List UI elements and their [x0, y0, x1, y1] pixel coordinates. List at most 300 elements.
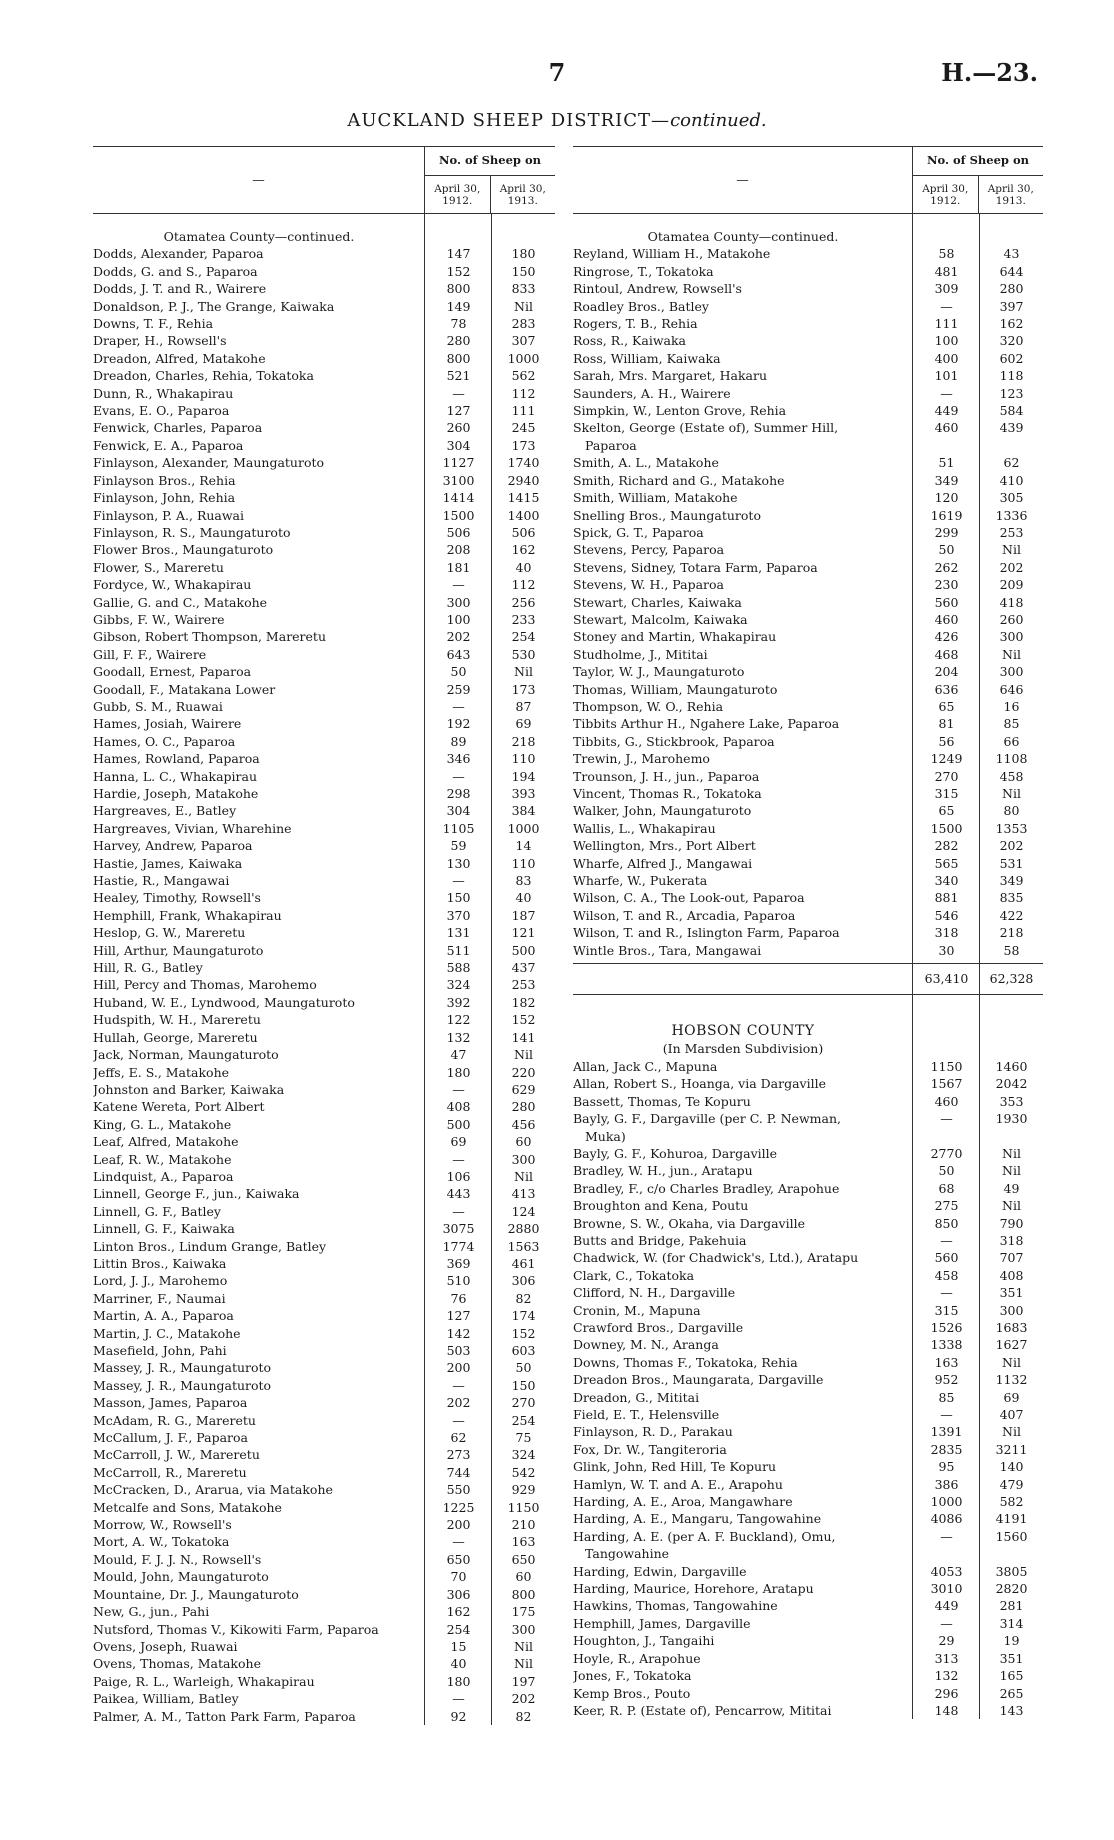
table-row: [93, 332, 555, 349]
owner-name: Hill, Arthur, Maungaturoto: [93, 942, 264, 958]
sheep-1913: 629: [511, 1081, 536, 1097]
owner-name: Gubb, S. M., Ruawai: [93, 698, 223, 714]
sheep-1912: 369: [446, 1255, 471, 1271]
owner-name: Lord, J. J., Marohemo: [93, 1273, 228, 1289]
sheep-1912: 131: [446, 925, 471, 941]
table-row: [573, 1128, 1043, 1145]
sheep-1913: 351: [999, 1285, 1024, 1301]
table-row: [573, 489, 1043, 506]
owner-name: Finlayson Bros., Rehia: [93, 472, 236, 488]
table-row: [93, 1238, 555, 1255]
sheep-1913: 111: [511, 403, 536, 419]
section-title: Otamatea County—continued.: [647, 229, 839, 244]
owner-name: Rintoul, Andrew, Rowsell's: [573, 281, 742, 297]
sheep-1912: 85: [938, 1389, 955, 1405]
owner-name: Marriner, F., Naumai: [93, 1290, 226, 1306]
sheep-1912: 800: [446, 281, 471, 297]
sheep-1913: Nil: [1002, 1354, 1021, 1370]
sheep-1913: 173: [511, 681, 536, 697]
sheep-1913: 253: [511, 977, 536, 993]
sheep-1913: 397: [999, 298, 1024, 314]
sheep-1913: 82: [515, 1708, 532, 1724]
table-row: [93, 802, 555, 819]
sheep-1913: 602: [999, 350, 1024, 366]
sheep-1913: 306: [511, 1273, 536, 1289]
sheep-1912: 65: [938, 803, 955, 819]
owner-name: Hargreaves, Vivian, Wharehine: [93, 820, 292, 836]
table-row: [93, 594, 555, 611]
sheep-1913: 175: [511, 1604, 536, 1620]
sheep-1913: 439: [999, 420, 1024, 436]
owner-name: Bradley, F., c/o Charles Bradley, Arapohue: [573, 1180, 840, 1196]
sheep-1913: 165: [999, 1668, 1024, 1684]
owner-name: Clifford, N. H., Dargaville: [573, 1285, 736, 1301]
table-row: [93, 1621, 555, 1638]
owner-name: Fenwick, Charles, Paparoa: [93, 420, 263, 436]
table-row: [573, 350, 1043, 367]
sheep-1912: 15: [450, 1638, 467, 1654]
owner-name: Nutsford, Thomas V., Kikowiti Farm, Paparoa: [93, 1621, 379, 1637]
sheep-1913: 121: [511, 925, 536, 941]
sheep-1913: 150: [511, 263, 536, 279]
sheep-1912: [913, 1545, 980, 1562]
sheep-1912: 340: [934, 873, 959, 889]
section-title: Otamatea County—continued.: [163, 229, 355, 244]
owner-name: Stevens, Sidney, Totara Farm, Paparoa: [573, 559, 818, 575]
sheep-1912: 51: [938, 455, 955, 471]
sheep-1913: 300: [999, 1302, 1024, 1318]
sheep-1912: 370: [446, 907, 471, 923]
sheep-1912: 180: [446, 1064, 471, 1080]
sheep-1913: Nil: [1002, 542, 1021, 558]
sheep-1913: 85: [1003, 716, 1020, 732]
sheep-1912: 460: [934, 420, 959, 436]
sheep-1913: 194: [511, 768, 536, 784]
sheep-1912: 192: [446, 716, 471, 732]
owner-name: Hawkins, Thomas, Tangowahine: [573, 1598, 778, 1614]
sheep-1913: 270: [511, 1395, 536, 1411]
sheep-1913: 318: [999, 1232, 1024, 1248]
table-row: [93, 1307, 555, 1324]
sheep-1912: —: [940, 1528, 953, 1544]
sheep-1912: [913, 437, 980, 454]
sheep-1913: 1132: [995, 1372, 1028, 1388]
table-row: [573, 663, 1043, 680]
owner-name: Hames, O. C., Paparoa: [93, 733, 236, 749]
sheep-1913: 1108: [995, 751, 1028, 767]
sheep-1912: 309: [934, 281, 959, 297]
owner-name: Massey, J. R., Maungaturoto: [93, 1377, 272, 1393]
owner-name: Linnell, George F., jun., Kaiwaka: [93, 1186, 300, 1202]
table-row: [573, 646, 1043, 663]
table-row: [573, 541, 1043, 558]
sheep-1912: 273: [446, 1447, 471, 1463]
table-row: [573, 1685, 1043, 1702]
sheep-1912: 50: [938, 1163, 955, 1179]
sheep-1913: Nil: [1002, 1145, 1021, 1161]
owner-name: Hargreaves, E., Batley: [93, 803, 237, 819]
sheep-1913: 62: [1003, 455, 1020, 471]
sheep-1913: 254: [511, 629, 536, 645]
table-row: [93, 1708, 555, 1725]
owner-name: Ovens, Joseph, Ruawai: [93, 1638, 238, 1654]
page-number: 7: [548, 58, 566, 87]
table-body: [93, 214, 555, 1725]
sheep-1913: 562: [511, 368, 536, 384]
sheep-1912: 208: [446, 542, 471, 558]
owner-name: Wilson, T. and R., Islington Farm, Paparoa: [573, 925, 840, 941]
table-row: [93, 1046, 555, 1063]
owner-name: Fox, Dr. W., Tangiteroria: [573, 1441, 727, 1457]
owner-name: Jones, F., Tokatoka: [573, 1668, 692, 1684]
district-title-continued: continued.: [670, 110, 767, 131]
sheep-1913: 182: [511, 994, 536, 1010]
sheep-1913: 1415: [507, 490, 540, 506]
table-row: [573, 1597, 1043, 1614]
owner-name: Studholme, J., Mititai: [573, 646, 708, 662]
sheep-1913: Nil: [514, 664, 533, 680]
sheep-1912: 500: [446, 1116, 471, 1132]
table-row: [573, 907, 1043, 924]
owner-name: Hemphill, James, Dargaville: [573, 1615, 751, 1631]
owner-name: Allan, Jack C., Mapuna: [573, 1058, 718, 1074]
owner-name: Bassett, Thomas, Te Kopuru: [573, 1093, 751, 1109]
sheep-1912: —: [452, 1081, 465, 1097]
sheep-1913: 418: [999, 594, 1024, 610]
owner-name: Smith, Richard and G., Matakohe: [573, 472, 785, 488]
table-row: [93, 385, 555, 402]
owner-name: Stevens, W. H., Paparoa: [573, 577, 724, 593]
sheep-1912: 306: [446, 1586, 471, 1602]
table-row: [93, 942, 555, 959]
table-row: [573, 1423, 1043, 1440]
sheep-1912: 481: [934, 263, 959, 279]
hobson-subtitle: (In Marsden Subdivision): [662, 1041, 824, 1057]
sheep-1913: 162: [511, 542, 536, 558]
sheep-1913: 118: [999, 368, 1024, 384]
sheep-1913: 110: [511, 751, 536, 767]
owner-name: Kemp Bros., Pouto: [573, 1685, 691, 1701]
table-row: [573, 820, 1043, 837]
owner-name: Hudspith, W. H., Mareretu: [93, 1012, 261, 1028]
col-1913-header: April 30, 1913.: [490, 176, 556, 213]
sheep-1913: 2940: [507, 472, 540, 488]
table-row: [93, 1499, 555, 1516]
sheep-1913: 87: [515, 698, 532, 714]
sheep-1913: 162: [999, 316, 1024, 332]
table-row: [93, 750, 555, 767]
sheep-1912: —: [940, 298, 953, 314]
owner-name: Fordyce, W., Whakapirau: [93, 577, 252, 593]
sheep-1912: 163: [934, 1354, 959, 1370]
sheep-1913: Nil: [514, 298, 533, 314]
owner-name: Fenwick, E. A., Paparoa: [93, 437, 244, 453]
sheep-1913: 349: [999, 873, 1024, 889]
owner-name: Tibbits, G., Stickbrook, Paparoa: [573, 733, 775, 749]
sheep-1913: 1740: [507, 455, 540, 471]
table-row: [573, 750, 1043, 767]
owner-name: Lindquist, A., Paparoa: [93, 1168, 234, 1184]
owner-name: Hullah, George, Mareretu: [93, 1029, 258, 1045]
right-rows: [573, 245, 1043, 959]
sheep-1912: 30: [938, 942, 955, 958]
sheep-1913: 19: [1003, 1633, 1020, 1649]
owner-name: Hemphill, Frank, Whakapirau: [93, 907, 282, 923]
owner-name: Jack, Norman, Maungaturoto: [93, 1047, 279, 1063]
sheep-1913: 2042: [995, 1076, 1028, 1092]
sheep-1912: 1500: [930, 820, 963, 836]
sheep-1913: 410: [999, 472, 1024, 488]
sheep-1913: 143: [999, 1702, 1024, 1718]
sheep-1912: 458: [934, 1267, 959, 1283]
owner-name: Wharfe, W., Pukerata: [573, 873, 708, 889]
owner-name: Flower Bros., Maungaturoto: [93, 542, 274, 558]
sheep-1913: 220: [511, 1064, 536, 1080]
table-row: [93, 489, 555, 506]
sheep-1912: 1105: [442, 820, 475, 836]
sheep-1912: 468: [934, 646, 959, 662]
sheep-1913: 393: [511, 786, 536, 801]
sheep-1912: 89: [450, 733, 467, 749]
sheep-1912: 400: [934, 350, 959, 366]
owner-name: Ringrose, T., Tokatoka: [573, 263, 714, 279]
owner-name: Dodds, J. T. and R., Wairere: [93, 281, 267, 297]
district-title-text: AUCKLAND SHEEP DISTRICT—: [347, 110, 671, 131]
sheep-1912: 881: [934, 890, 959, 906]
sheep-1913: 300: [511, 1621, 536, 1637]
table-row: [93, 1551, 555, 1568]
table-row: [93, 437, 555, 454]
table-row: [573, 1215, 1043, 1232]
table-row: [573, 1162, 1043, 1179]
table-row: [93, 1533, 555, 1550]
owner-name: Metcalfe and Sons, Matakohe: [93, 1499, 282, 1515]
sheep-1912: 386: [934, 1476, 959, 1492]
sheep-1912: 127: [446, 1308, 471, 1324]
table-row: [573, 855, 1043, 872]
table-row: [93, 350, 555, 367]
sheep-1912: 2835: [930, 1441, 963, 1457]
sheep-1913: 300: [511, 1151, 536, 1167]
sheep-1913: 283: [511, 316, 536, 332]
sheep-1912: —: [940, 1111, 953, 1127]
owner-name: King, G. L., Matakohe: [93, 1116, 232, 1132]
sheep-1913: Nil: [514, 1047, 533, 1063]
sheep-1913: [980, 437, 1043, 454]
sheep-1912: 324: [446, 977, 471, 993]
sheep-1912: —: [452, 1203, 465, 1219]
table-row: [93, 889, 555, 906]
sheep-1912: 204: [934, 664, 959, 680]
owner-name: Hill, R. G., Batley: [93, 960, 203, 976]
sheep-1912: 315: [934, 1302, 959, 1318]
table-row: [573, 524, 1043, 541]
owner-name: McCarroll, R., Mareretu: [93, 1464, 247, 1480]
owner-name: McCallum, J. F., Paparoa: [93, 1430, 249, 1446]
sheep-1912: 560: [934, 594, 959, 610]
owner-name: Downs, T. F., Rehia: [93, 316, 214, 332]
sheep-1913: 150: [511, 1377, 536, 1393]
table-row: [573, 768, 1043, 785]
sheep-1912: 95: [938, 1459, 955, 1475]
total-1912: 63,410: [924, 971, 969, 987]
sheep-1912: 315: [934, 786, 959, 801]
table-row: [573, 245, 1043, 262]
owner-name: Mort, A. W., Tokatoka: [93, 1534, 230, 1550]
table-row: [93, 1342, 555, 1359]
col-1912-header: April 30, 1912.: [922, 182, 969, 207]
table-row: [93, 646, 555, 663]
owner-name: Stewart, Charles, Kaiwaka: [573, 594, 742, 610]
sheep-1913: 542: [511, 1464, 536, 1480]
table-row: [573, 1545, 1043, 1562]
table-row: [573, 1371, 1043, 1388]
sheep-1913: 384: [511, 803, 536, 819]
table-row: [573, 315, 1043, 332]
sheep-1912: 260: [446, 420, 471, 436]
sheep-1913: 197: [511, 1673, 536, 1689]
sheep-1912: 202: [446, 629, 471, 645]
sheep-1913: 210: [511, 1517, 536, 1533]
table-row: [573, 298, 1043, 315]
owner-name: Linnell, G. F., Kaiwaka: [93, 1221, 235, 1237]
col-1912-header: April 30, 1912.: [434, 182, 481, 207]
sheep-1912: 850: [934, 1215, 959, 1231]
sheep-1913: Nil: [514, 1168, 533, 1184]
sheep-1913: 218: [999, 925, 1024, 941]
owner-name: Katene Wereta, Port Albert: [93, 1099, 265, 1115]
table-row: [573, 1354, 1043, 1371]
owner-name: Mould, F. J. J. N., Rowsell's: [93, 1551, 262, 1567]
owner-name: Field, E. T., Helensville: [573, 1407, 720, 1422]
sheep-1913: 300: [999, 664, 1024, 680]
owner-name: Harvey, Andrew, Paparoa: [93, 838, 253, 854]
table-row: [573, 698, 1043, 715]
table-row: [573, 1702, 1043, 1719]
owner-name: Johnston and Barker, Kaiwaka: [93, 1081, 285, 1097]
sheep-1912: 1774: [442, 1238, 475, 1254]
sheep-1913: 152: [511, 1012, 536, 1028]
owner-name: Tibbits Arthur H., Ngahere Lake, Paparoa: [573, 716, 840, 732]
sheep-1913: Nil: [1002, 1163, 1021, 1179]
owner-name: Donaldson, P. J., The Grange, Kaiwaka: [93, 298, 335, 314]
table-row: [93, 768, 555, 785]
sheep-1913: 530: [511, 646, 536, 662]
owner-name: Jeffs, E. S., Matakohe: [93, 1064, 230, 1080]
table-row: [93, 994, 555, 1011]
sheep-1912: 62: [450, 1430, 467, 1446]
sheep-1912: 1391: [930, 1424, 963, 1440]
owner-name: Masson, James, Paparoa: [93, 1395, 248, 1411]
sheep-1913: 187: [511, 907, 536, 923]
owner-name: Draper, H., Rowsell's: [93, 333, 227, 349]
table-row: [93, 1481, 555, 1498]
table-row: [573, 437, 1043, 454]
sheep-1913: 2820: [995, 1581, 1028, 1597]
owner-name: Crawford Bros., Dargaville: [573, 1319, 744, 1335]
owner-name: Stoney and Martin, Whakapirau: [573, 629, 777, 645]
sheep-1912: 1567: [930, 1076, 963, 1092]
table-row: [93, 959, 555, 976]
owner-name: New, G., jun., Pahi: [93, 1604, 210, 1620]
sheep-1913: 233: [511, 611, 536, 627]
sheep-1912: 122: [446, 1012, 471, 1028]
sheep-1913: 245: [511, 420, 536, 436]
sheep-1913: 82: [515, 1290, 532, 1306]
sheep-1912: 1127: [442, 455, 475, 471]
sheep-1912: 521: [446, 368, 471, 384]
sheep-1912: —: [452, 873, 465, 889]
sheep-1912: 506: [446, 524, 471, 540]
sheep-1913: 353: [999, 1093, 1024, 1109]
sheep-1913: 300: [999, 629, 1024, 645]
table-row: [93, 1185, 555, 1202]
sheep-1912: 443: [446, 1186, 471, 1202]
table-row: [93, 1412, 555, 1429]
owner-name: Wilson, C. A., The Look-out, Paparoa: [573, 890, 805, 906]
table-row: [93, 402, 555, 419]
sheep-1912: 76: [450, 1290, 467, 1306]
owner-name: Palmer, A. M., Tatton Park Farm, Paparoa: [93, 1708, 356, 1724]
table-row: [573, 1632, 1043, 1649]
sheep-1913: 265: [999, 1685, 1024, 1701]
sheep-1913: 260: [999, 611, 1024, 627]
sheep-1913: 141: [511, 1029, 536, 1045]
table-row: [573, 1319, 1043, 1336]
owner-name: Paikea, William, Batley: [93, 1691, 239, 1707]
sheep-1912: 503: [446, 1343, 471, 1358]
sheep-1912: 511: [446, 942, 471, 958]
col-1913-header: April 30, 1913.: [978, 176, 1044, 213]
sheep-1912: 101: [934, 368, 959, 384]
table-row: [93, 1325, 555, 1342]
table-row: [93, 1290, 555, 1307]
sheep-1912: 3075: [442, 1221, 475, 1237]
table-row: [93, 315, 555, 332]
sheep-1912: 1000: [930, 1494, 963, 1510]
sheep-1912: 270: [934, 768, 959, 784]
sheep-1913: 407: [999, 1407, 1024, 1422]
table-row: [93, 1011, 555, 1028]
table-row: [573, 1458, 1043, 1475]
sheep-1912: 69: [450, 1134, 467, 1150]
owner-name: Bayly, G. F., Kohuroa, Dargaville: [573, 1145, 778, 1161]
sheep-1913: 173: [511, 437, 536, 453]
sheep-1913: 180: [511, 246, 536, 262]
sheep-1913: 351: [999, 1650, 1024, 1666]
table-header: [93, 146, 555, 214]
sheep-1912: 120: [934, 490, 959, 506]
owner-name: Thompson, W. O., Rehia: [573, 698, 724, 714]
owner-name: Hamlyn, W. T. and A. E., Arapohu: [573, 1476, 783, 1492]
sheep-1913: Nil: [1002, 1424, 1021, 1440]
owner-name: Ross, R., Kaiwaka: [573, 333, 687, 349]
owner-name: Martin, A. A., Paparoa: [93, 1308, 234, 1324]
sheep-1912: 1338: [930, 1337, 963, 1353]
sheep-1912: 254: [446, 1621, 471, 1637]
sheep-1913: 456: [511, 1116, 536, 1132]
table-row: [93, 1394, 555, 1411]
owner-name: Roadley Bros., Batley: [573, 298, 709, 314]
owner-name: Linton Bros., Lindum Grange, Batley: [93, 1238, 327, 1254]
sheep-1913: 650: [511, 1551, 536, 1567]
sheep-1913: 603: [511, 1343, 536, 1358]
owner-name: Smith, A. L., Matakohe: [573, 455, 719, 471]
owner-name: Ross, William, Kaiwaka: [573, 350, 721, 366]
table-row: [93, 1220, 555, 1237]
owner-name: Houghton, J., Tangaihi: [573, 1633, 715, 1649]
table-row: [93, 419, 555, 436]
